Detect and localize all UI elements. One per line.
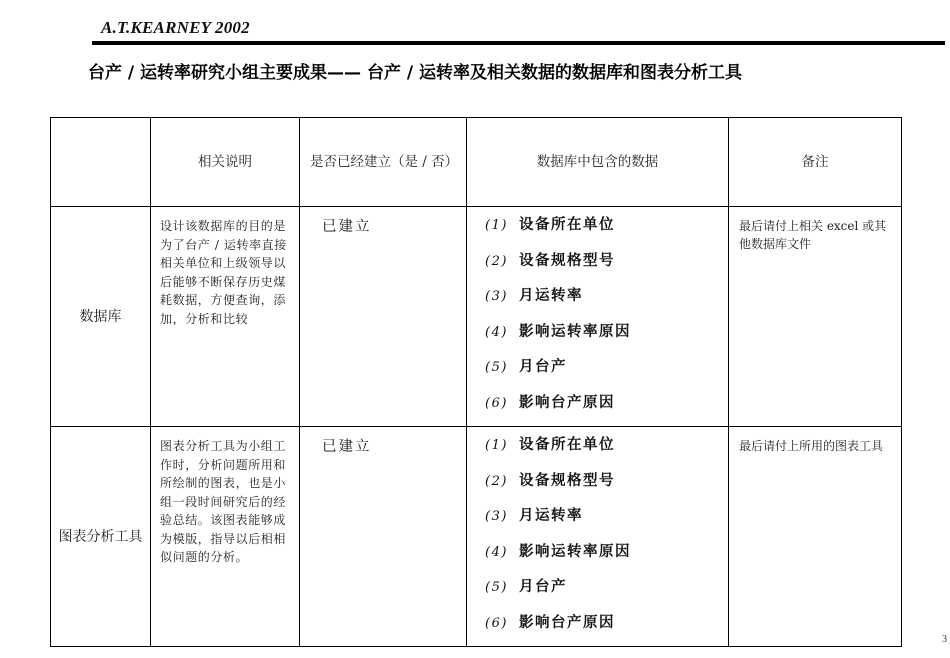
item-text: 月运转率 [519, 507, 583, 524]
item-number: (1) [485, 438, 508, 453]
column-header-description: 相关说明 [151, 118, 300, 207]
list-item [485, 391, 728, 427]
list-item [485, 575, 728, 611]
column-header-built: 是否已经建立（是 / 否） [300, 118, 467, 207]
item-text: 影响运转率原因 [519, 322, 631, 340]
data-items-list [467, 427, 728, 646]
item-number: (2) [485, 253, 508, 269]
item-number: (3) [485, 509, 508, 524]
page-title: 台产 / 运转率研究小组主要成果—— 台产 / 运转率及相关数据的数据库和图表分析工具 [88, 63, 743, 83]
item-number: (3) [485, 289, 508, 304]
item-text: 设备所在单位 [519, 216, 615, 233]
list-item [485, 249, 728, 285]
column-header-blank [51, 118, 151, 207]
built-status: 已建立 [300, 427, 467, 647]
item-text: 影响台产原因 [519, 393, 615, 411]
column-header-remark: 备注 [729, 118, 902, 207]
list-item [485, 504, 728, 540]
list-item [485, 213, 728, 249]
remark-cell: 最后请付上所用的图表工具 [729, 427, 902, 647]
item-text: 影响台产原因 [519, 613, 615, 631]
list-item [485, 540, 728, 576]
data-items-list [467, 207, 728, 426]
page-number: 3 [942, 634, 947, 645]
item-text: 设备规格型号 [519, 251, 615, 269]
description-cell: 图表分析工具为小组工作时，分析问题所用和所绘制的图表，也是小组一段时间研究后的经验总结。该图表能够成为模版，指导以后相相似问题的分析。 [151, 427, 300, 647]
item-number: (5) [485, 360, 508, 375]
item-text: 月台产 [519, 578, 567, 595]
item-number: (5) [485, 580, 508, 595]
header-row [51, 118, 902, 207]
list-item [485, 284, 728, 320]
table-row-database [51, 207, 902, 427]
list-item [485, 355, 728, 391]
item-number: (2) [485, 473, 508, 489]
remark-cell: 最后请付上相关 excel 或其他数据库文件 [729, 207, 902, 427]
list-item [485, 611, 728, 647]
item-number: (6) [485, 615, 508, 631]
results-table [50, 117, 902, 647]
table-row-chart-tool [51, 427, 902, 647]
list-item [485, 320, 728, 356]
data-items-cell [467, 427, 729, 647]
brand-logo: A.T.KEARNEY 2002 [101, 18, 250, 37]
item-text: 月运转率 [519, 287, 583, 304]
row-label: 数据库 [51, 207, 151, 427]
list-item [485, 433, 728, 469]
built-status: 已建立 [300, 207, 467, 427]
data-items-cell [467, 207, 729, 427]
item-number: (4) [485, 324, 508, 340]
item-number: (1) [485, 218, 508, 233]
item-number: (6) [485, 395, 508, 411]
item-text: 设备所在单位 [519, 436, 615, 453]
item-number: (4) [485, 544, 508, 560]
column-header-data: 数据库中包含的数据 [467, 118, 729, 207]
row-label: 图表分析工具 [51, 427, 151, 647]
list-item [485, 469, 728, 505]
item-text: 影响运转率原因 [519, 542, 631, 560]
item-text: 月台产 [519, 358, 567, 375]
description-cell: 设计该数据库的目的是为了台产 / 运转率直接相关单位和上级领导以后能够不断保存历史煤耗数据，方便查询，添加，分析和比较 [151, 207, 300, 427]
item-text: 设备规格型号 [519, 471, 615, 489]
header-rule [92, 41, 945, 45]
